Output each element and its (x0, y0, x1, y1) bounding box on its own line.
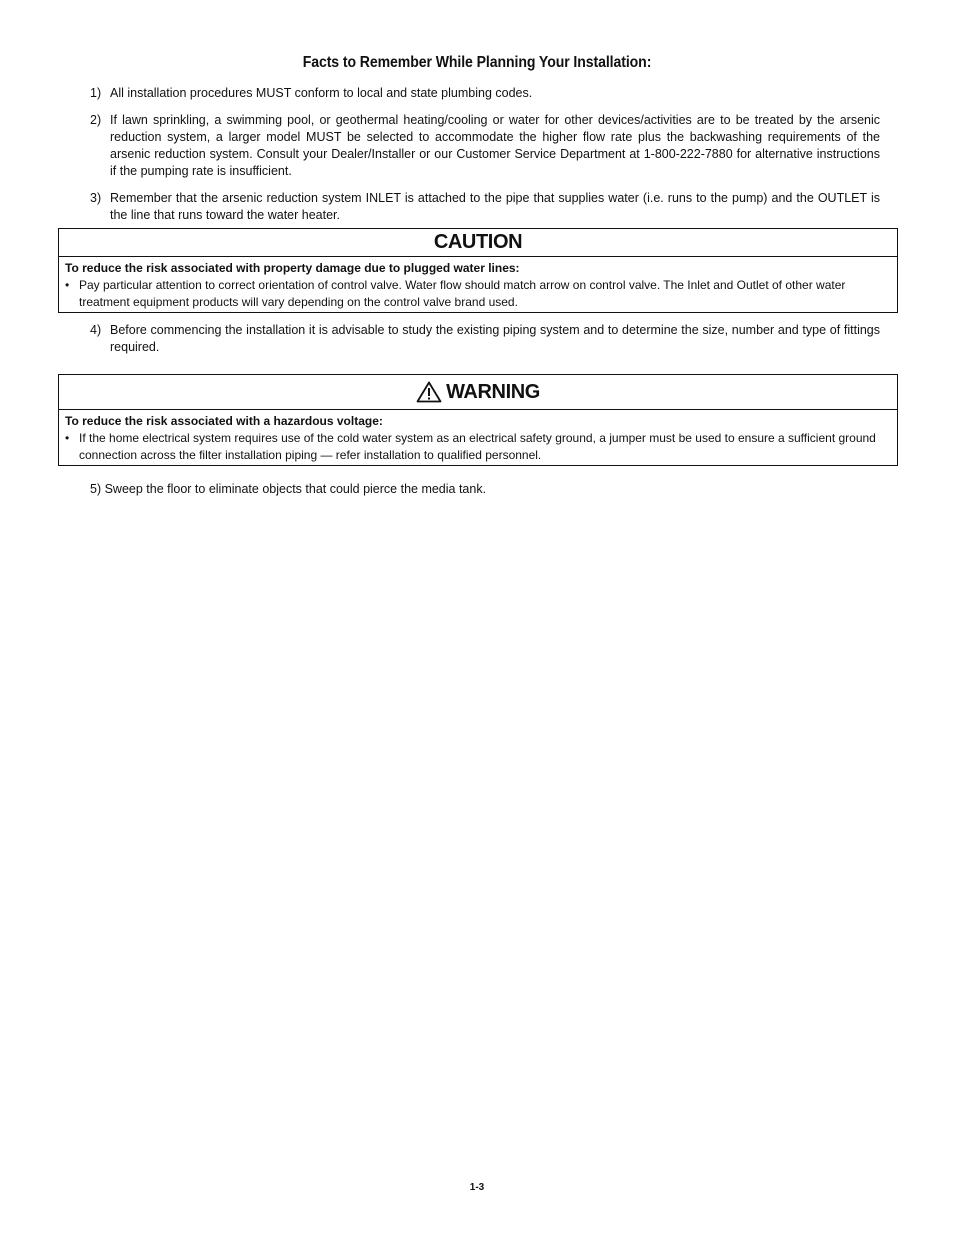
caution-body (59, 257, 897, 315)
warning-body (59, 410, 897, 468)
caution-heading (59, 229, 897, 257)
caution-heading-text: CAUTION (433, 231, 523, 253)
item-text: Before commencing the installation it is advisable to study the existing piping system and to determine the size, number and type of fittings required. (110, 323, 880, 354)
item-text: If lawn sprinkling, a swimming pool, or geothermal heating/cooling or water for other devices/activities are to be treated by the arsenic reduction system, a larger model MUST be selected to accommodate the higher flow rate plus the backwashing requirements of the arsenic reduction system. Consult your Dealer/Installer or our Customer Service Department at 1-800-222-7880 for alternative instructions if the pumping rate is insufficient. (110, 113, 880, 178)
list-item (90, 322, 880, 356)
warning-triangle-icon (416, 381, 442, 403)
item-text: Remember that the arsenic reduction system INLET is attached to the pipe that supplies water (i.e. runs to the pump) and the OUTLET is the line that runs toward the water heater. (110, 191, 880, 222)
item-number: 3) (90, 191, 102, 205)
list-item (90, 190, 880, 224)
warning-lead: To reduce the risk associated with a hazardous voltage: (65, 414, 383, 428)
warning-bullet-text: If the home electrical system requires use of the cold water system as an electrical safety ground, a jumper must be used to ensure a sufficient ground connection across the filter installation piping — refer installation to qualified personnel. (79, 431, 876, 462)
page-number: 1-3 (469, 1182, 485, 1193)
caution-box (58, 228, 898, 313)
final-item-text: 5) Sweep the floor to eliminate objects that could pierce the media tank. (90, 482, 487, 496)
page-title: Facts to Remember While Planning Your Installation: (302, 54, 652, 71)
list-item (90, 85, 880, 102)
caution-lead: To reduce the risk associated with property damage due to plugged water lines: (65, 261, 520, 275)
item-number: 2) (90, 113, 102, 127)
list-item (90, 112, 880, 180)
warning-bullet (65, 430, 891, 464)
warning-box (58, 374, 898, 466)
item-text: All installation procedures MUST conform to local and state plumbing codes. (110, 86, 533, 100)
warning-heading-text: WARNING (446, 380, 540, 403)
list-item (90, 481, 880, 498)
item-number: 1) (90, 86, 102, 100)
warning-heading (59, 375, 897, 410)
bullet-marker: • (65, 431, 70, 445)
bullet-marker: • (65, 278, 70, 292)
caution-bullet (65, 277, 891, 311)
caution-bullet-text: Pay particular attention to correct orientation of control valve. Water flow should match arrow on control valve. The Inlet and Outlet of other water treatment equipment products will vary depending on the control valve brand used. (79, 278, 846, 309)
item-number: 4) (90, 323, 102, 337)
